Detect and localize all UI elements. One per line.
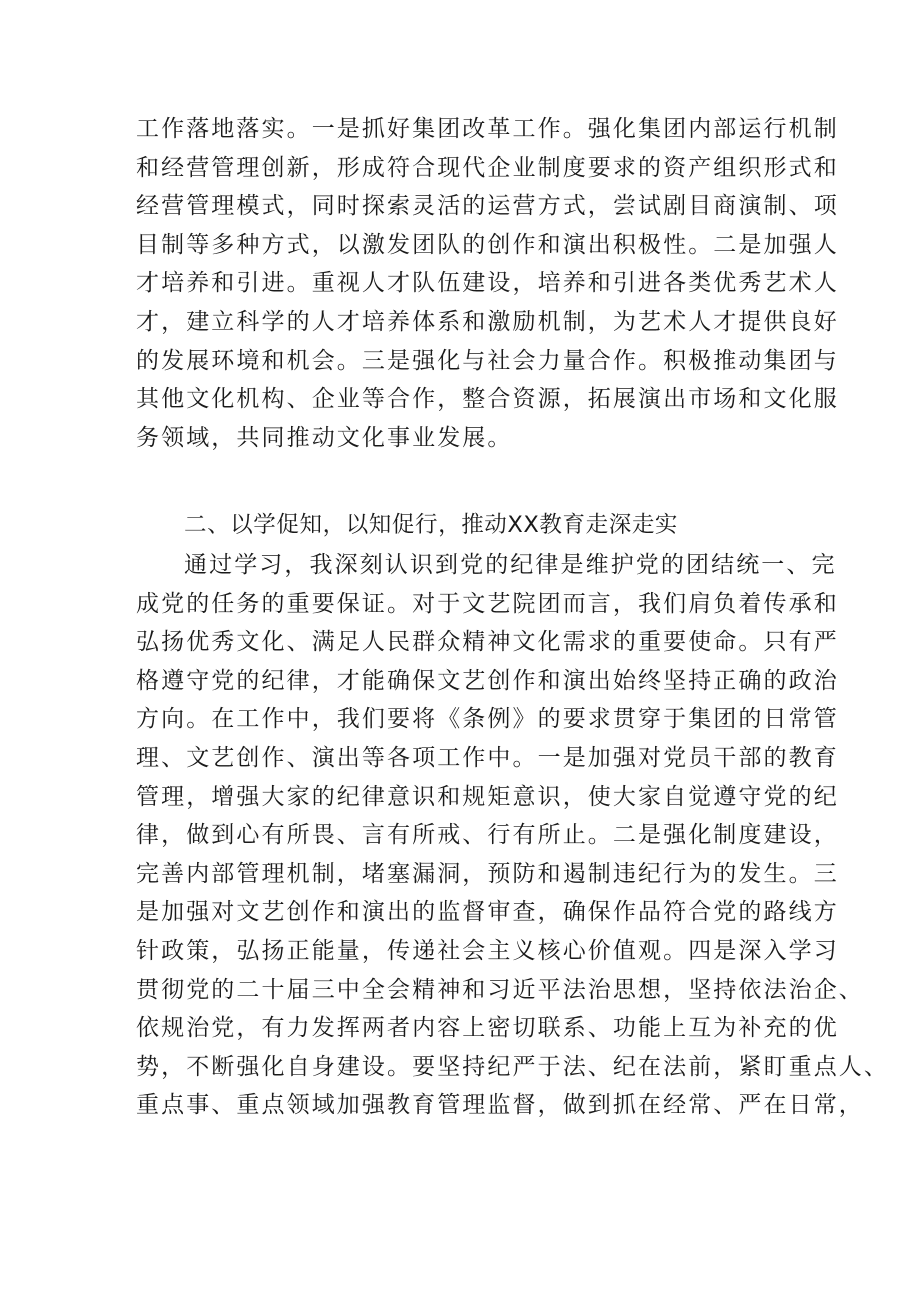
paragraph-line: 贯彻党的二十届三中全会精神和习近平法治思想，坚持依法治企、 (136, 976, 864, 1003)
paragraph-line: 针政策，弘扬正能量，传递社会主义核心价值观。四是深入学习 (136, 937, 839, 964)
paragraph-line: 弘扬优秀文化、满足人民群众精神文化需求的重要使命。只有严 (136, 629, 839, 656)
paragraph-line: 完善内部管理机制，堵塞漏洞，预防和遏制违纪行为的发生。三 (136, 860, 839, 887)
paragraph-line: 和经营管理创新，形成符合现代企业制度要求的资产组织形式和 (136, 154, 839, 181)
paragraph-discipline-study (136, 546, 889, 1125)
paragraph-line: 经营管理模式，同时探索灵活的运营方式，尝试剧目商演制、项 (136, 193, 839, 220)
paragraph-line: 管理，增强大家的纪律意识和规矩意识，使大家自觉遵守党的纪 (136, 783, 839, 810)
paragraph-line: 依规治党，有力发挥两者内容上密切联系、功能上互为补充的优 (136, 1015, 839, 1042)
paragraph-line: 务领域，共同推动文化事业发展。 (136, 424, 513, 451)
paragraph-line: 律，做到心有所畏、言有所戒、行有所止。二是强化制度建设， (136, 822, 839, 849)
paragraph-line: 目制等多种方式，以激发团队的创作和演出积极性。二是加强人 (136, 231, 839, 258)
paragraph-line: 成党的任务的重要保证。对于文艺院团而言，我们肩负着传承和 (136, 590, 839, 617)
paragraph-line: 格遵守党的纪律，才能确保文艺创作和演出始终坚持正确的政治 (136, 667, 839, 694)
section-heading: 二、以学促知，以知促行，推动XX教育走深走实 (184, 512, 679, 538)
paragraph-line: 的发展环境和机会。三是强化与社会力量合作。积极推动集团与 (136, 347, 839, 374)
paragraph-line: 工作落地落实。一是抓好集团改革工作。强化集团内部运行机制 (136, 116, 839, 142)
paragraph-line: 方向。在工作中，我们要将《条例》的要求贯穿于集团的日常管 (136, 706, 839, 733)
paragraph-line: 势，不断强化自身建设。要坚持纪严于法、纪在法前，紧盯重点人、 (136, 1053, 889, 1080)
paragraph-line: 才，建立科学的人才培养体系和激励机制，为艺术人才提供良好 (136, 308, 839, 335)
paragraph-reform-work (136, 110, 839, 457)
paragraph-line: 通过学习，我深刻认识到党的纪律是维护党的团结统一、完 (184, 552, 837, 578)
paragraph-line: 是加强对文艺创作和演出的监督审查，确保作品符合党的路线方 (136, 899, 839, 926)
paragraph-line: 其他文化机构、企业等合作，整合资源，拓展演出市场和文化服 (136, 386, 839, 413)
paragraph-line: 才培养和引进。重视人才队伍建设，培养和引进各类优秀艺术人 (136, 270, 839, 297)
paragraph-line: 重点事、重点领域加强教育管理监督，做到抓在经常、严在日常， (136, 1092, 864, 1119)
paragraph-line: 理、文艺创作、演出等各项工作中。一是加强对党员干部的教育 (136, 744, 839, 771)
